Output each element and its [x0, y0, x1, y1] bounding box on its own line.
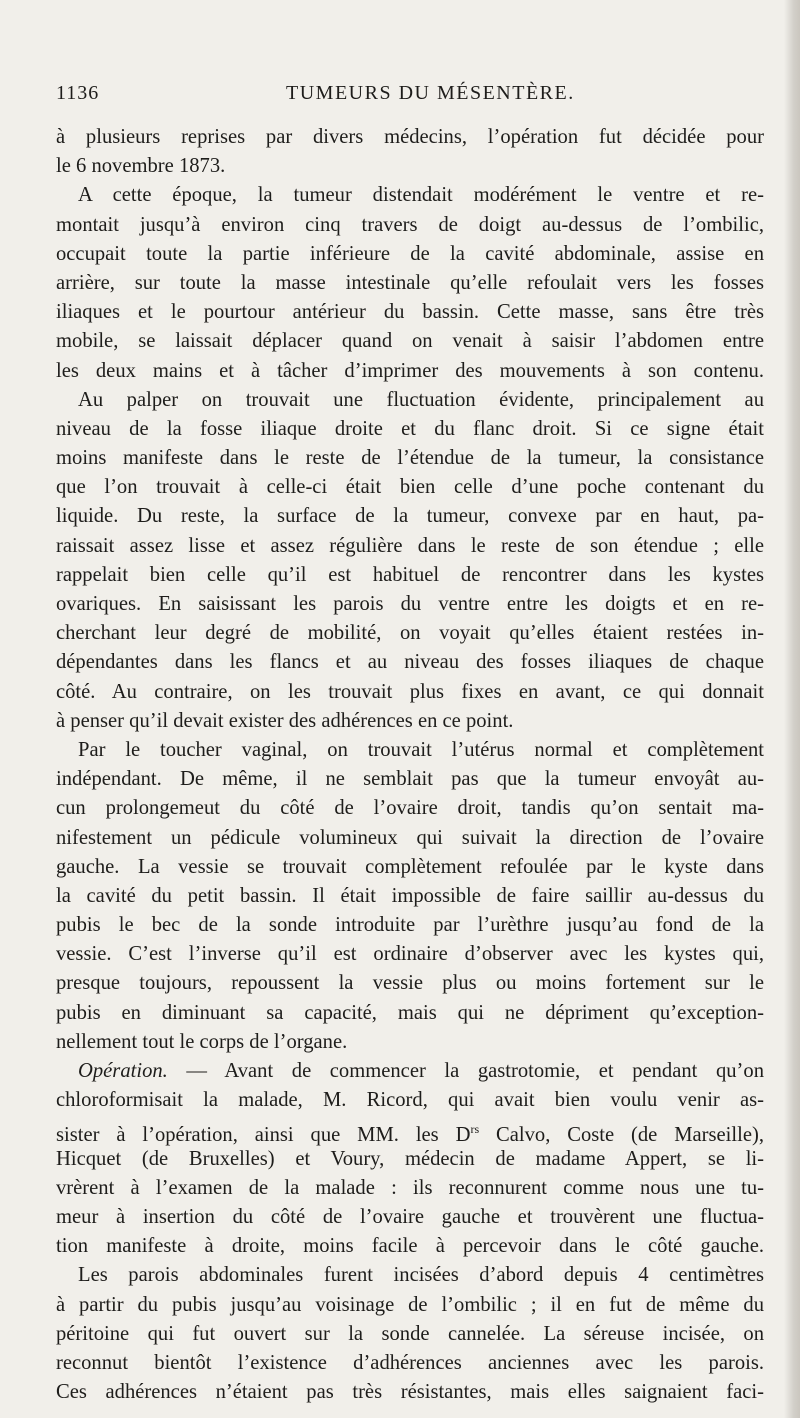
text-line: dépendantes dans les flancs et au niveau des fosses iliaques de chaque	[56, 651, 764, 674]
body-text	[56, 123, 764, 1407]
text-line: montait jusqu’à environ cinq travers de doigt au-dessus de l’ombilic,	[56, 213, 764, 236]
text-line: indépendant. De même, il ne semblait pas que la tumeur envoyât au-	[56, 768, 764, 791]
text-line: pubis en diminuant sa capacité, mais qui ne dépriment qu’exception-	[56, 1001, 764, 1024]
text-line: nifestement un pédicule volumineux qui suivait la direction de l’ovaire	[56, 826, 764, 849]
text-line: pubis le bec de la sonde introduite par l’urèthre jusqu’au fond de la	[56, 914, 764, 937]
text-line: niveau de la fosse iliaque droite et du flanc droit. Si ce signe était	[56, 417, 764, 440]
text-line: rappelait bien celle qu’il est habituel de rencontrer dans les kystes	[56, 563, 764, 586]
text-line: les deux mains et à tâcher d’imprimer des mouvements à son contenu.	[56, 359, 764, 382]
text-line: moins manifeste dans le reste de l’étendue de la tumeur, la consistance	[56, 447, 764, 470]
text-line-doctors	[56, 1115, 764, 1147]
text-line: raissait assez lisse et assez régulière dans le reste de son étendue ; elle	[56, 534, 764, 557]
text-line: reconnut bientôt l’existence d’adhérences anciennes avec les parois.	[56, 1351, 764, 1374]
operation-heading: Opération.	[78, 1060, 168, 1082]
doctors-abbrev-sup: rs	[470, 1122, 480, 1137]
text-line: arrière, sur toute la masse intestinale qu’elle refoulait vers les fosses	[56, 271, 764, 294]
text-line: iliaques et le pourtour antérieur du bassin. Cette masse, sans être très	[56, 301, 764, 324]
text-line: liquide. Du reste, la surface de la tumeur, convexe par en haut, pa-	[56, 505, 764, 528]
text-line: le 6 novembre 1873.	[56, 155, 226, 178]
text-line: nellement tout le corps de l’organe.	[56, 1030, 348, 1053]
text-line: presque toujours, repoussent la vessie plus ou moins fortement sur le	[56, 972, 764, 995]
doctors-text: sister à l’opération, ainsi que MM. les	[56, 1124, 456, 1147]
text-line: occupait toute la partie inférieure de la cavité abdominale, assise en	[56, 242, 764, 265]
text-line: cherchant leur degré de mobilité, on voyait qu’elles étaient restées in-	[56, 622, 764, 645]
text-line: cun prolongemeut du côté de l’ovaire droit, tandis qu’on sentait ma-	[56, 797, 764, 820]
operation-text: — Avant de commencer la gastrotomie, et pendant qu’on	[167, 1060, 764, 1082]
text-line: gauche. La vessie se trouvait complètement refoulée par le kyste dans	[56, 855, 764, 878]
page-number: 1136	[56, 82, 100, 104]
text-line: vrèrent à l’examen de la malade : ils reconnurent comme nous une tu-	[56, 1176, 764, 1199]
page-header	[56, 82, 764, 112]
text-line: à partir du pubis jusqu’au voisinage de l’ombilic ; il en fut de même du	[56, 1293, 764, 1316]
text-line: mobile, se laissait déplacer quand on venait à saisir l’abdomen entre	[56, 330, 764, 353]
doctors-abbrev: D	[455, 1124, 471, 1147]
text-line: chloroformisait la malade, M. Ricord, qui avait bien voulu venir as-	[56, 1089, 764, 1112]
text-line: à penser qu’il devait exister des adhérences en ce point.	[56, 709, 514, 732]
doctors-names: Calvo, Coste (de Marseille),	[479, 1124, 764, 1147]
text-line: Hicquet (de Bruxelles) et Voury, médecin de madame Appert, se li-	[56, 1147, 764, 1170]
text-line: à plusieurs reprises par divers médecins, l’opération fut décidée pour	[56, 126, 764, 148]
page-edge	[784, 0, 800, 1418]
text-line: péritoine qui fut ouvert sur la sonde cannelée. La séreuse incisée, on	[56, 1322, 764, 1345]
text-line: ovariques. En saisissant les parois du ventre entre les doigts et en re-	[56, 593, 764, 615]
text-line: côté. Au contraire, on les trouvait plus fixes en avant, ce qui donnait	[56, 680, 764, 703]
text-line: Les parois abdominales furent incisées d’abord depuis 4 centimètres	[78, 1264, 764, 1287]
text-line: Au palper on trouvait une fluctuation évidente, principalement au	[78, 388, 764, 411]
running-title: TUMEURS DU MÉSENTÈRE.	[286, 82, 575, 104]
text-line: tion manifeste à droite, moins facile à percevoir dans le côté gauche.	[56, 1235, 764, 1258]
text-line: la cavité du petit bassin. Il était impossible de faire saillir au-dessus du	[56, 884, 764, 907]
text-line: meur à insertion du côté de l’ovaire gauche et trouvèrent une fluctua-	[56, 1205, 764, 1228]
text-line: Ces adhérences n’étaient pas très résistantes, mais elles saignaient faci-	[56, 1381, 764, 1404]
text-line: que l’on trouvait à celle-ci était bien celle d’une poche contenant du	[56, 476, 764, 499]
text-line-operation	[56, 1057, 764, 1086]
text-line: vessie. C’est l’inverse qu’il est ordinaire d’observer avec les kystes qui,	[56, 943, 764, 966]
text-line: Par le toucher vaginal, on trouvait l’utérus normal et complètement	[78, 738, 764, 761]
text-line: A cette époque, la tumeur distendait modérément le ventre et re-	[78, 184, 764, 207]
